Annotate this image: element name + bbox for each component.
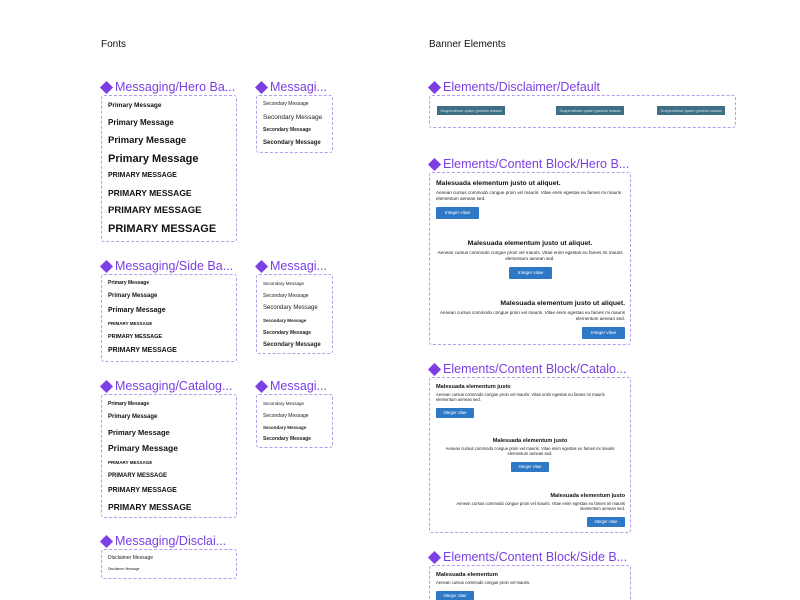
content-block-title: Malesuada elementum justo ut aliquet. (436, 180, 561, 187)
primary-message: Primary Message (108, 414, 158, 420)
component-label: Messaging/Hero Ba... (115, 80, 236, 94)
component-icon (429, 159, 440, 170)
content-block-button[interactable]: Integer vitae (436, 408, 474, 418)
content-block-button[interactable]: Integer vitae (582, 327, 625, 339)
secondary-message: Secondary Message (263, 293, 309, 299)
component-icon (101, 261, 112, 272)
component-title-disclaimer-default[interactable] (429, 80, 600, 94)
content-block-catalog-frame[interactable] (429, 377, 631, 533)
primary-message-caps: PRIMARY MESSAGE (108, 321, 153, 326)
content-block-button[interactable]: Integer vitae (509, 267, 552, 279)
component-icon (101, 82, 112, 93)
side-secondary-frame[interactable] (256, 274, 333, 354)
side-primary-frame[interactable] (101, 274, 237, 362)
content-block-title: Malesuada elementum justo (436, 384, 511, 390)
secondary-message: Secondary Message (263, 413, 309, 419)
component-icon (101, 381, 112, 392)
primary-message-caps: PRIMARY MESSAGE (108, 188, 192, 198)
component-icon (256, 82, 267, 93)
content-block-body: Aenean cursus commodo congue proin vel mauris. (436, 580, 531, 585)
content-block-title: Malesuada elementum justo ut aliquet. (500, 300, 625, 307)
component-label: Elements/Content Block/Hero B... (443, 157, 630, 171)
banner-elements-section-title: Banner Elements (429, 39, 506, 50)
disclaimer-message: Disclaimer Message (108, 555, 154, 561)
content-block-title: Malesuada elementum justo (492, 438, 568, 444)
secondary-message: Secondary Message (263, 114, 323, 121)
component-label: Messagi... (270, 379, 327, 393)
component-label: Messaging/Side Ba... (115, 259, 234, 273)
secondary-message: Secondary Message (263, 330, 312, 336)
secondary-message: Secondary Message (263, 101, 309, 107)
primary-message-caps: PRIMARY MESSAGE (108, 502, 192, 512)
primary-message-caps: PRIMARY MESSAGE (108, 334, 163, 340)
primary-message-caps: PRIMARY MESSAGE (108, 460, 153, 465)
primary-message: Primary Message (108, 118, 174, 127)
primary-message: Primary Message (108, 307, 166, 314)
content-block-button[interactable]: Integer vitae (587, 517, 625, 527)
component-title-catalog-primary[interactable] (101, 379, 232, 393)
hero-primary-frame[interactable] (101, 95, 237, 242)
content-block-hero-frame[interactable] (429, 172, 631, 345)
primary-message-caps: PRIMARY MESSAGE (108, 205, 202, 216)
content-block-button[interactable]: Integer vitae (436, 591, 474, 600)
content-block-button[interactable]: Integer vitae (511, 462, 549, 472)
hero-secondary-frame[interactable] (256, 95, 333, 153)
content-block-body: Aenean cursus commodo congue proin vel mauris. Vitae enim egestas eu fames mi mauris elementum aenean sed. (436, 190, 622, 201)
component-label: Elements/Content Block/Side B... (443, 550, 628, 564)
component-label: Elements/Content Block/Catalo... (443, 362, 627, 376)
component-icon (429, 364, 440, 375)
primary-message: Primary Message (108, 102, 162, 109)
disclaimer-message: Disclaimer Message (108, 567, 140, 571)
component-title-content-block-catalog[interactable] (429, 362, 626, 376)
secondary-message: Secondary Message (263, 436, 312, 442)
content-block-body: Aenean cursus commodo congue proin vel mauris. Vitae enim egestas eu fames mi mauris elementum aenean sed. (456, 501, 625, 512)
primary-message-caps: PRIMARY MESSAGE (108, 487, 177, 494)
component-icon (429, 82, 440, 93)
disclaimer-button[interactable]: Suspendisse quam gravida massa (437, 106, 505, 115)
component-icon (256, 261, 267, 272)
component-icon (429, 552, 440, 563)
content-block-body: Aenean cursus commodo congue proin vel mauris. Vitae enim egestas eu fames mi mauris elementum aenean sed. (436, 392, 605, 403)
component-title-side-secondary[interactable] (256, 259, 327, 273)
content-block-title: Malesuada elementum justo (550, 493, 625, 499)
content-block-title: Malesuada elementum (436, 572, 498, 578)
component-icon (256, 381, 267, 392)
primary-message: Primary Message (108, 428, 170, 437)
disclaimer-default-frame[interactable] (429, 95, 736, 128)
component-title-side-primary[interactable] (101, 259, 233, 273)
primary-message-caps: PRIMARY MESSAGE (108, 172, 177, 179)
component-label: Messaging/Catalog... (115, 379, 233, 393)
disclaimer-button[interactable]: Suspendisse quam gravida massa (657, 106, 725, 115)
component-label: Elements/Disclaimer/Default (443, 80, 600, 94)
disclaimer-button[interactable]: Suspendisse quam gravida massa (556, 106, 624, 115)
primary-message: Primary Message (108, 153, 199, 165)
content-block-body: Aenean cursus commodo congue proin vel mauris. Vitae enim egestas eu fames mi mauris elementum aenean sed. (445, 446, 615, 457)
content-block-button[interactable]: Integer vitae (436, 207, 479, 219)
content-block-side-frame[interactable] (429, 565, 631, 600)
component-label: Messaging/Disclai... (115, 534, 227, 548)
primary-message-caps: PRIMARY MESSAGE (108, 223, 217, 235)
secondary-message: Secondary Message (263, 127, 312, 133)
primary-message: Primary Message (108, 401, 150, 407)
component-title-hero-secondary[interactable] (256, 80, 327, 94)
fonts-section-title: Fonts (101, 39, 127, 50)
secondary-message: Secondary Message (263, 281, 305, 286)
component-label: Messagi... (270, 80, 327, 94)
primary-message: Primary Message (108, 443, 178, 453)
secondary-message: Secondary Message (263, 318, 307, 323)
disclaimer-messaging-frame[interactable] (101, 549, 237, 579)
component-title-catalog-secondary[interactable] (256, 379, 327, 393)
secondary-message: Secondary Message (263, 305, 318, 311)
secondary-message: Secondary Message (263, 401, 305, 406)
content-block-body: Aenean cursus commodo congue proin vel mauris. Vitae enim egestas eu fames mi mauris elementum aenean sed. (439, 310, 625, 321)
component-title-hero-primary[interactable] (101, 80, 235, 94)
catalog-primary-frame[interactable] (101, 394, 237, 518)
catalog-secondary-frame[interactable] (256, 394, 333, 448)
secondary-message: Secondary Message (263, 342, 321, 348)
component-title-content-block-side[interactable] (429, 550, 627, 564)
secondary-message: Secondary Message (263, 425, 307, 430)
component-icon (101, 536, 112, 547)
primary-message-caps: PRIMARY MESSAGE (108, 473, 168, 479)
primary-message: Primary Message (108, 293, 158, 299)
primary-message: Primary Message (108, 135, 187, 146)
component-label: Messagi... (270, 259, 327, 273)
primary-message-caps: PRIMARY MESSAGE (108, 347, 177, 354)
component-title-content-block-hero[interactable] (429, 157, 629, 171)
component-title-disclaimer-messaging[interactable] (101, 534, 226, 548)
secondary-message: Secondary Message (263, 140, 321, 146)
content-block-body: Aenean cursus commodo congue proin vel mauris. Vitae enim egestas eu fames mi mauris elementum aenean sed. (437, 250, 623, 261)
content-block-title: Malesuada elementum justo ut aliquet. (467, 240, 593, 247)
primary-message: Primary Message (108, 280, 150, 286)
